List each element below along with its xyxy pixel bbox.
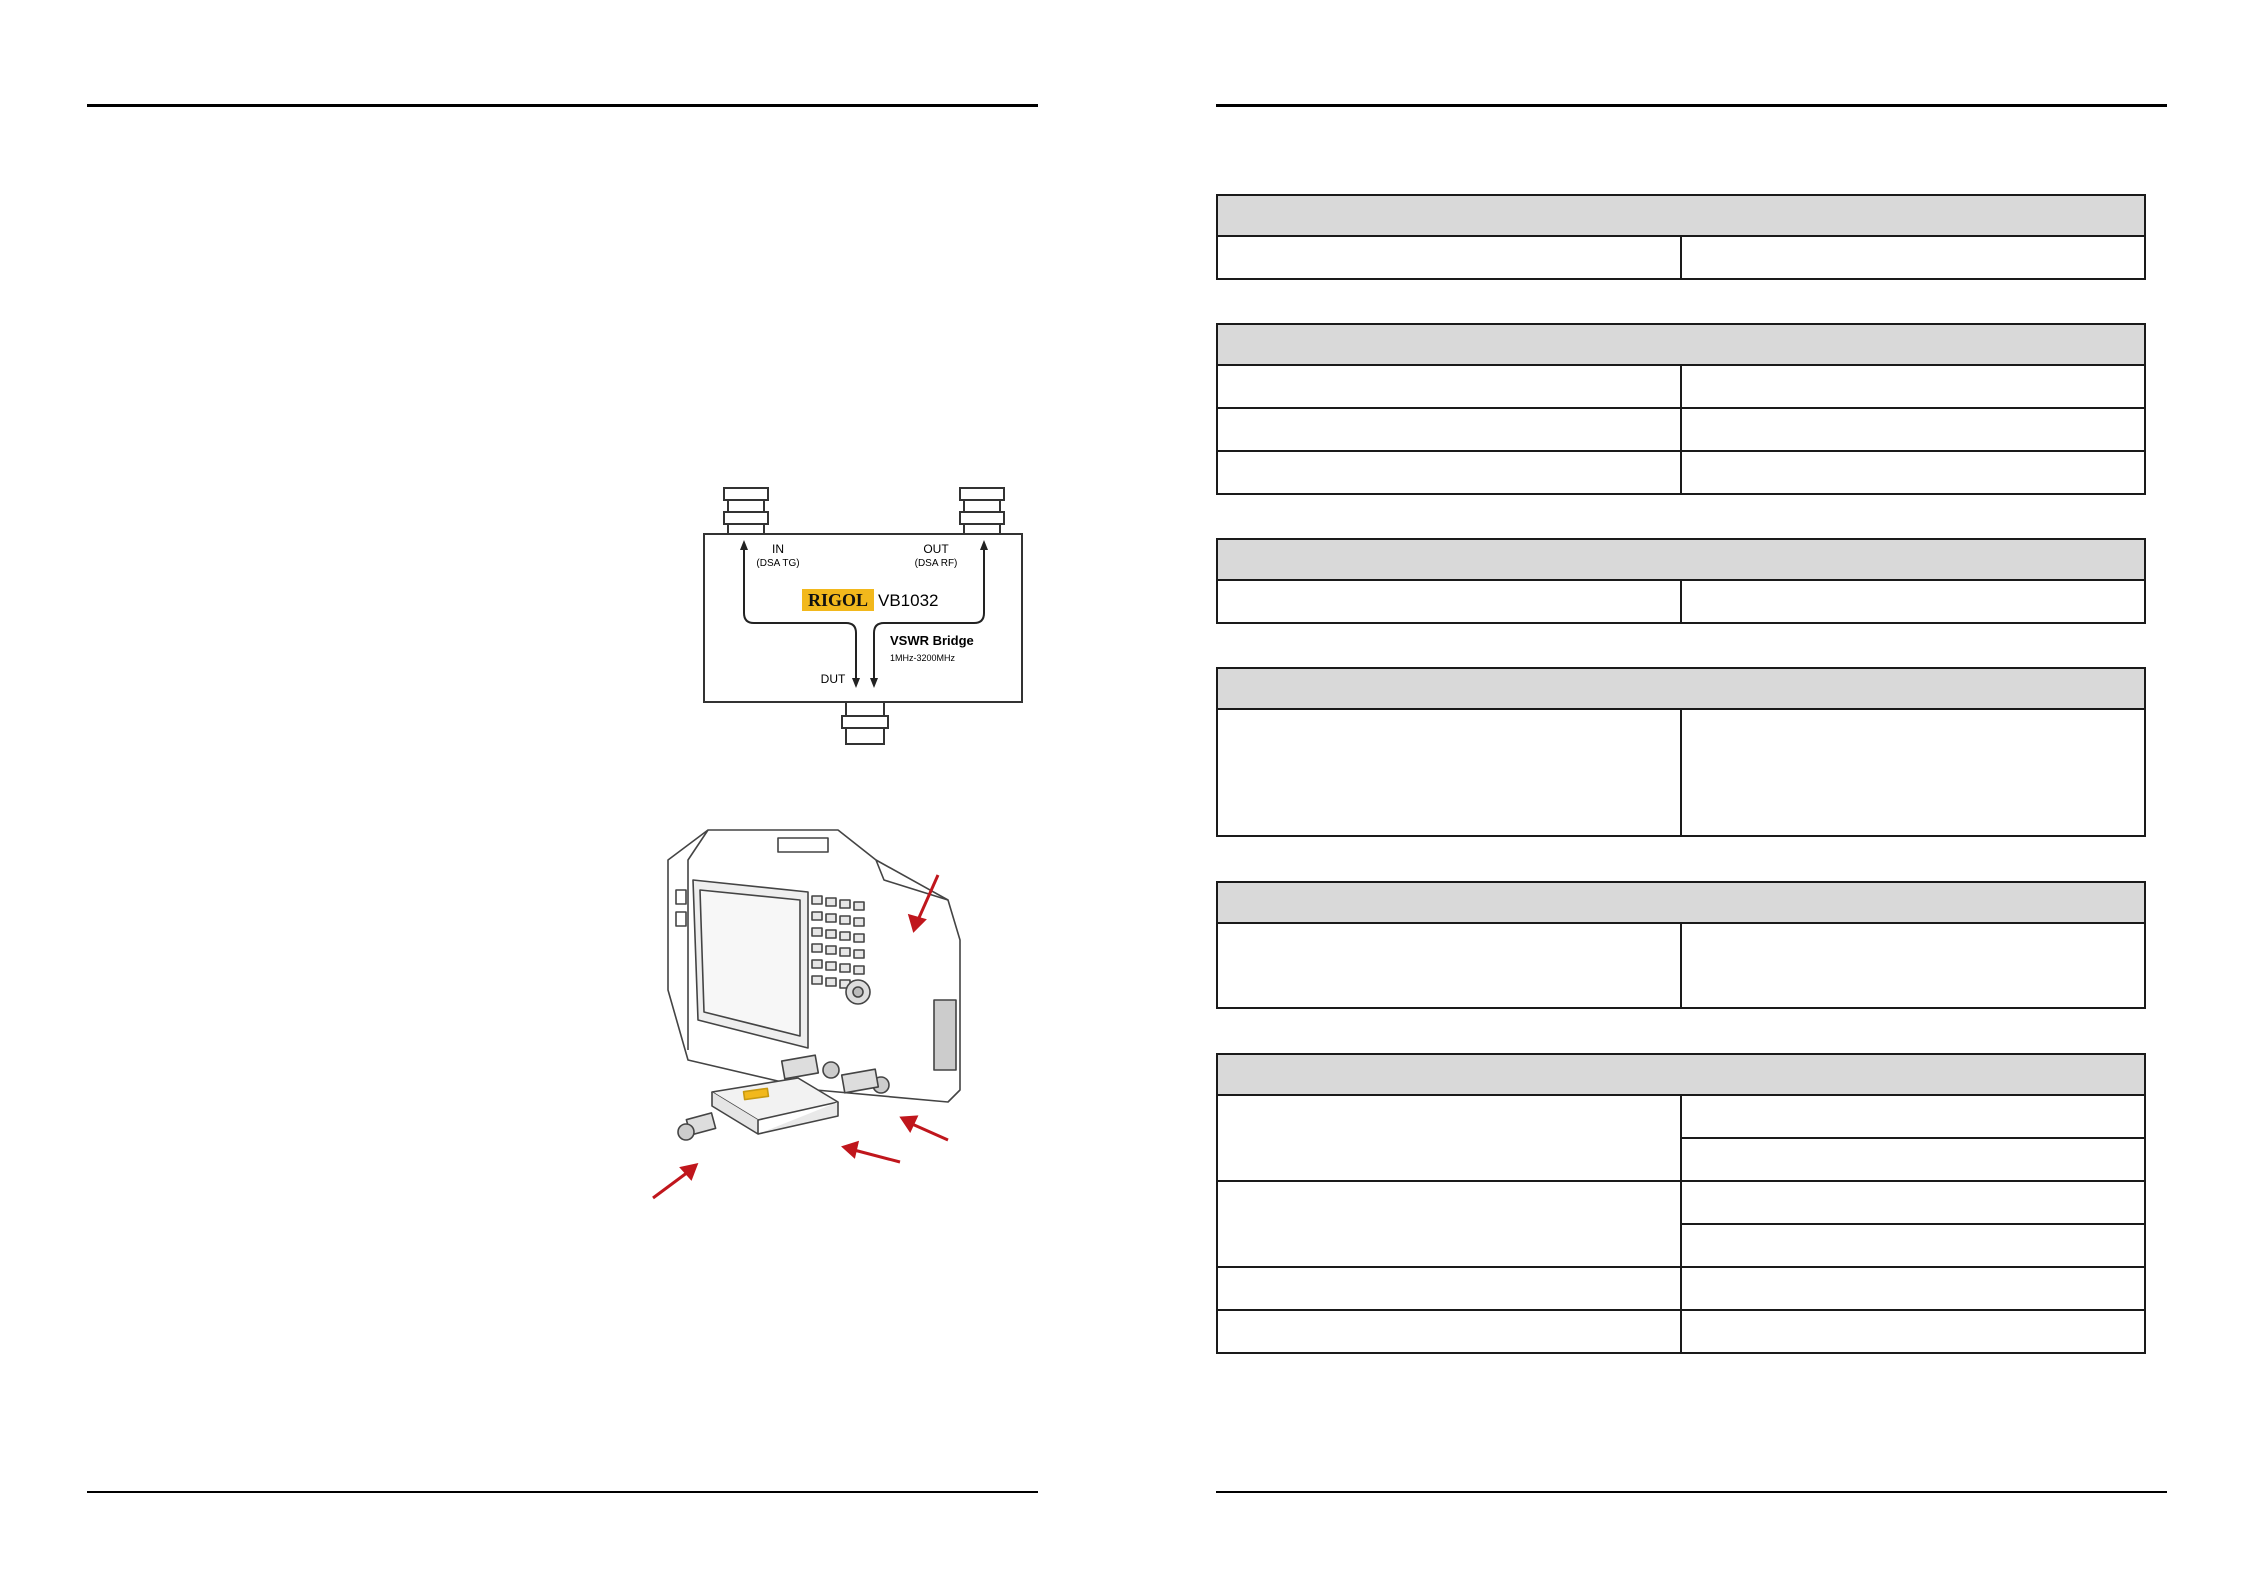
- dut-label: DUT: [820, 672, 846, 686]
- vswr-bridge-diagram: [700, 478, 1030, 750]
- analyzer-connection-illustration: [648, 820, 968, 1205]
- model-label: VB1032: [878, 591, 939, 610]
- table-value-cell: [1681, 580, 2145, 623]
- spec-table-1: [1216, 194, 2146, 280]
- in-label: IN: [772, 542, 784, 556]
- table-header-row: [1217, 882, 2145, 923]
- table-label-cell: [1217, 365, 1681, 408]
- table-label-cell: [1217, 580, 1681, 623]
- spec-table-6: [1216, 1053, 2146, 1354]
- analyzer-tg-output: [823, 1062, 839, 1078]
- out-label: OUT: [923, 542, 949, 556]
- table-header-row: [1217, 1054, 2145, 1095]
- freq-range-label: 1MHz-3200MHz: [890, 653, 956, 663]
- table-value-cell: [1681, 1310, 2145, 1353]
- table-label-cell: [1217, 923, 1681, 1008]
- table-label-cell: [1217, 408, 1681, 451]
- brand-logo: RIGOL: [807, 590, 869, 610]
- table-value-cell: [1681, 1224, 2145, 1267]
- table-value-cell: [1681, 1267, 2145, 1310]
- spec-table-3: [1216, 538, 2146, 624]
- table-label-cell: [1217, 709, 1681, 836]
- table-value-cell: [1681, 1095, 2145, 1138]
- out-connector: [960, 488, 1004, 534]
- right-page-top-rule: [1216, 104, 2167, 107]
- table-value-cell: [1681, 451, 2145, 494]
- dut-connector: [842, 702, 888, 744]
- table-header-row: [1217, 668, 2145, 709]
- spec-table-4: [1216, 667, 2146, 837]
- table-header-row: [1217, 324, 2145, 365]
- out-sub-label: (DSA RF): [914, 558, 958, 569]
- in-connector: [724, 488, 768, 534]
- dut-port: [678, 1124, 694, 1140]
- table-label-cell: [1217, 1095, 1681, 1181]
- spec-table-5: [1216, 881, 2146, 1009]
- table-value-cell: [1681, 709, 2145, 836]
- table-label-cell: [1217, 451, 1681, 494]
- table-label-cell: [1217, 1181, 1681, 1267]
- product-label: VSWR Bridge: [890, 633, 974, 648]
- callout-arrow-2: [902, 1117, 916, 1130]
- table-header-row: [1217, 539, 2145, 580]
- table-value-cell: [1681, 236, 2145, 279]
- right-page-bottom-rule: [1216, 1491, 2167, 1493]
- left-page-top-rule: [87, 104, 1038, 107]
- table-header-row: [1217, 195, 2145, 236]
- bridge-body: [704, 534, 1022, 702]
- in-sub-label: (DSA TG): [756, 558, 800, 569]
- table-value-cell: [1681, 408, 2145, 451]
- table-value-cell: [1681, 1138, 2145, 1181]
- table-label-cell: [1217, 1310, 1681, 1353]
- spec-table-2: [1216, 323, 2146, 495]
- table-value-cell: [1681, 923, 2145, 1008]
- table-value-cell: [1681, 1181, 2145, 1224]
- callout-arrow-3: [844, 1143, 857, 1156]
- table-label-cell: [1217, 1267, 1681, 1310]
- table-value-cell: [1681, 365, 2145, 408]
- left-page-bottom-rule: [87, 1491, 1038, 1493]
- table-label-cell: [1217, 236, 1681, 279]
